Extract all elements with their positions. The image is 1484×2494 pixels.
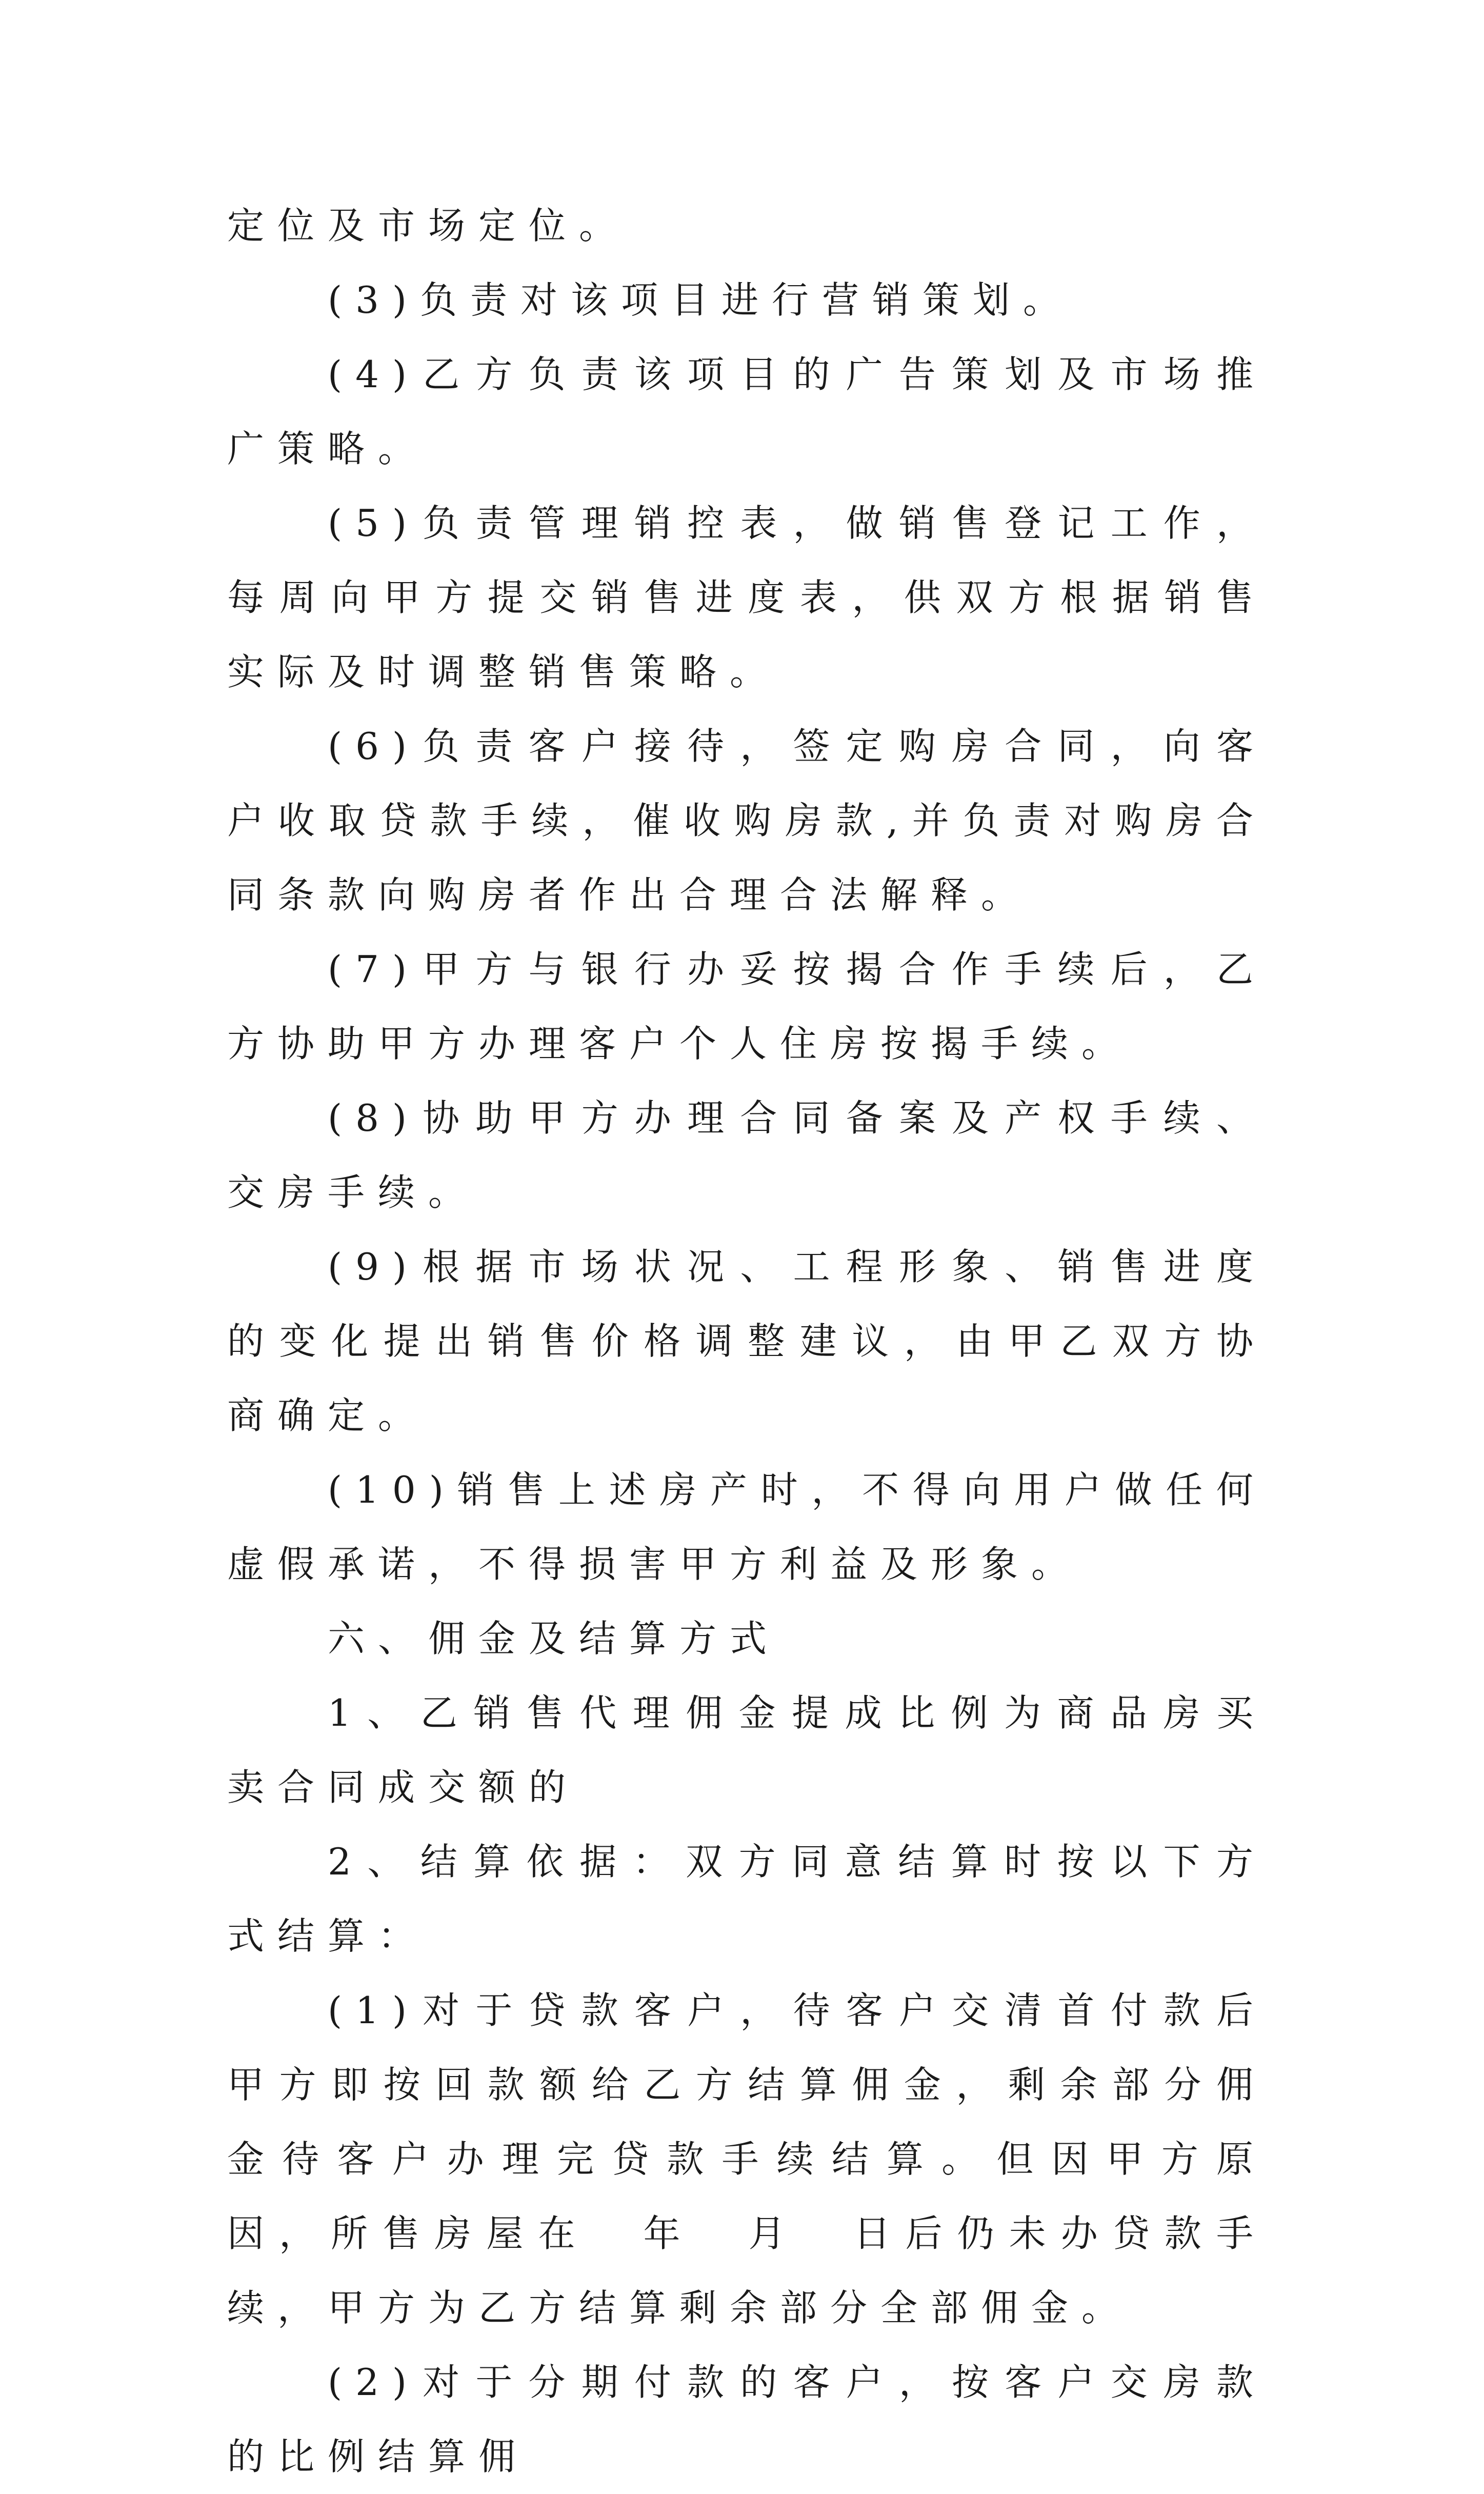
paragraph-item-6: (6)负责客户接待，签定购房合同，向客户收取贷款手续，催收购房款,并负责对购房合同条款向购房者作出合理合法解释。 [227,725,1267,916]
paragraph-continuation: 定位及市场定位。 [227,204,630,247]
paragraph-settlement-basis: 2、结算依据：双方同意结算时按以下方式结算： [227,1840,1267,1958]
paragraph-item-9: (9)根据市场状况、工程形象、销售进度的变化提出销售价格调整建议，由甲乙双方协商确定。 [227,1245,1267,1437]
paragraph-item-5: (5)负责管理销控表，做销售登记工作，每周向甲方提交销售进度表，供双方根据销售实际及时调整销售策略。 [227,502,1267,693]
section-heading-commission: 六、佣金及结算方式 [328,1617,780,1660]
paragraph-commission-rate: 1、乙销售代理佣金提成比例为商品房买卖合同成交额的 [227,1691,1267,1809]
paragraph-settlement-installment: (2)对于分期付款的客户，按客户交房款的比例结算佣 [227,2361,1267,2478]
paragraph-item-7: (7)甲方与银行办妥按揭合作手续后，乙方协助甲方办理客户个人住房按揭手续。 [227,948,1267,1065]
document-body [227,189,1267,2494]
paragraph-item-10: (10)销售上述房产时，不得向用户做任何虚假承诺，不得损害甲方利益及形象。 [227,1468,1267,1586]
paragraph-item-3: (3)负责对该项目进行营销策划。 [328,278,1073,322]
paragraph-item-8: (8)协助甲方办理合同备案及产权手续、交房手续。 [227,1096,1267,1214]
paragraph-item-4: (4)乙方负责该项目的广告策划及市场推广策略。 [227,353,1267,470]
paragraph-settlement-loan: (1)对于贷款客户，待客户交清首付款后甲方即按回款额给乙方结算佣金，剩余部分佣金待客户办理完贷款手续结算。但因甲方原因，所售房屋在 年 月 日后仍未办贷款手续，甲方为乙方结算剩余部分全部佣金。 [227,1989,1267,2329]
